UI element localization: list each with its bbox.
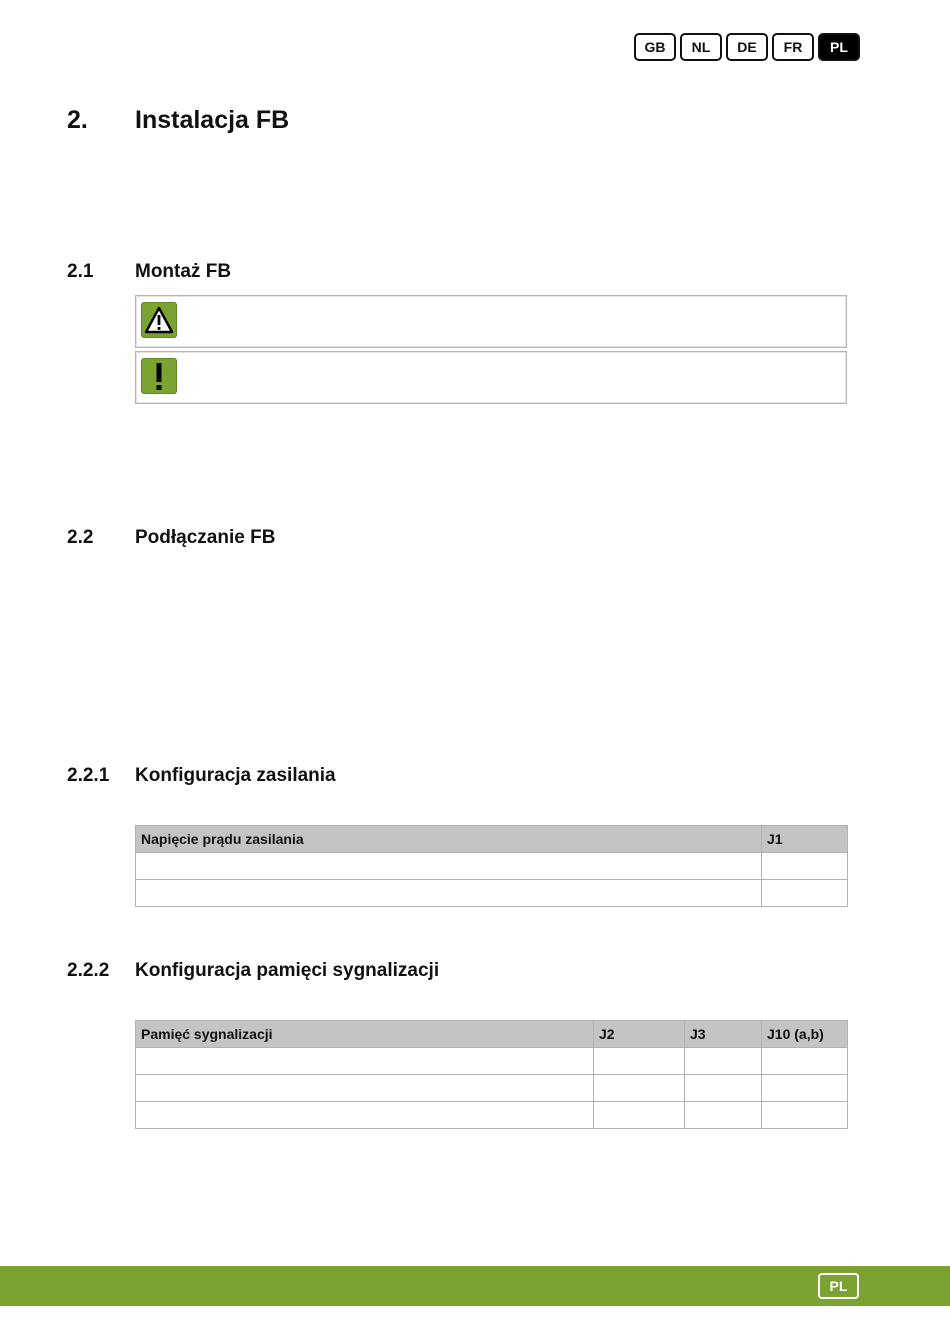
- table-cell: [136, 1075, 594, 1102]
- section-2-2-1-title: Konfiguracja zasilania: [135, 765, 336, 786]
- table-row: [136, 853, 848, 880]
- table-row: [136, 1102, 848, 1129]
- section-2-2-2-title: Konfiguracja pamięci sygnalizacji: [135, 960, 440, 981]
- section-2-1-number: 2.1: [67, 261, 94, 282]
- table-cell: [594, 1048, 685, 1075]
- section-2-1-title: Montaż FB: [135, 261, 232, 282]
- table-cell: [136, 1102, 594, 1129]
- table-row: [136, 880, 848, 907]
- lang-tab-nl[interactable]: NL: [680, 33, 722, 61]
- section-2-2-title: Podłączanie FB: [135, 527, 276, 548]
- header-j1: J1: [762, 826, 848, 853]
- lang-tab-pl[interactable]: PL: [818, 33, 860, 61]
- lang-tab-fr[interactable]: FR: [772, 33, 814, 61]
- section-2-2-1-number: 2.2.1: [67, 765, 110, 786]
- power-config-table: [135, 825, 848, 907]
- warning-note-box: [135, 295, 847, 348]
- table-cell: [685, 1102, 762, 1129]
- table-cell: [136, 853, 762, 880]
- table-row: [136, 1048, 848, 1075]
- lang-tab-de[interactable]: DE: [726, 33, 768, 61]
- header-j3: J3: [685, 1021, 762, 1048]
- table-cell: [762, 880, 848, 907]
- footer-band: [0, 1266, 950, 1306]
- header-signal-memory: Pamięć sygnalizacji: [136, 1021, 594, 1048]
- chapter-title: Instalacja FB: [135, 106, 290, 134]
- header-supply-voltage: Napięcie prądu zasilania: [136, 826, 762, 853]
- warning-triangle-icon: [141, 302, 177, 338]
- table-cell: [594, 1102, 685, 1129]
- footer-language-badge: PL: [818, 1273, 859, 1299]
- table-header-row: [136, 1021, 848, 1048]
- table-cell: [685, 1048, 762, 1075]
- language-selector: [634, 33, 860, 61]
- table-cell: [136, 1048, 594, 1075]
- important-note-box: [135, 351, 847, 404]
- header-j2: J2: [594, 1021, 685, 1048]
- table-cell: [762, 1102, 848, 1129]
- table-row: [136, 1075, 848, 1102]
- chapter-number: 2.: [67, 106, 88, 134]
- table-header-row: [136, 826, 848, 853]
- table-cell: [136, 880, 762, 907]
- table-cell: [594, 1075, 685, 1102]
- table-cell: [762, 1075, 848, 1102]
- lang-tab-gb[interactable]: GB: [634, 33, 676, 61]
- table-cell: [685, 1075, 762, 1102]
- table-cell: [762, 853, 848, 880]
- section-2-2-number: 2.2: [67, 527, 94, 548]
- section-2-2-2-number: 2.2.2: [67, 960, 110, 981]
- signal-memory-table: [135, 1020, 848, 1129]
- header-j10: J10 (a,b): [762, 1021, 848, 1048]
- table-cell: [762, 1048, 848, 1075]
- exclamation-icon: [141, 358, 177, 394]
